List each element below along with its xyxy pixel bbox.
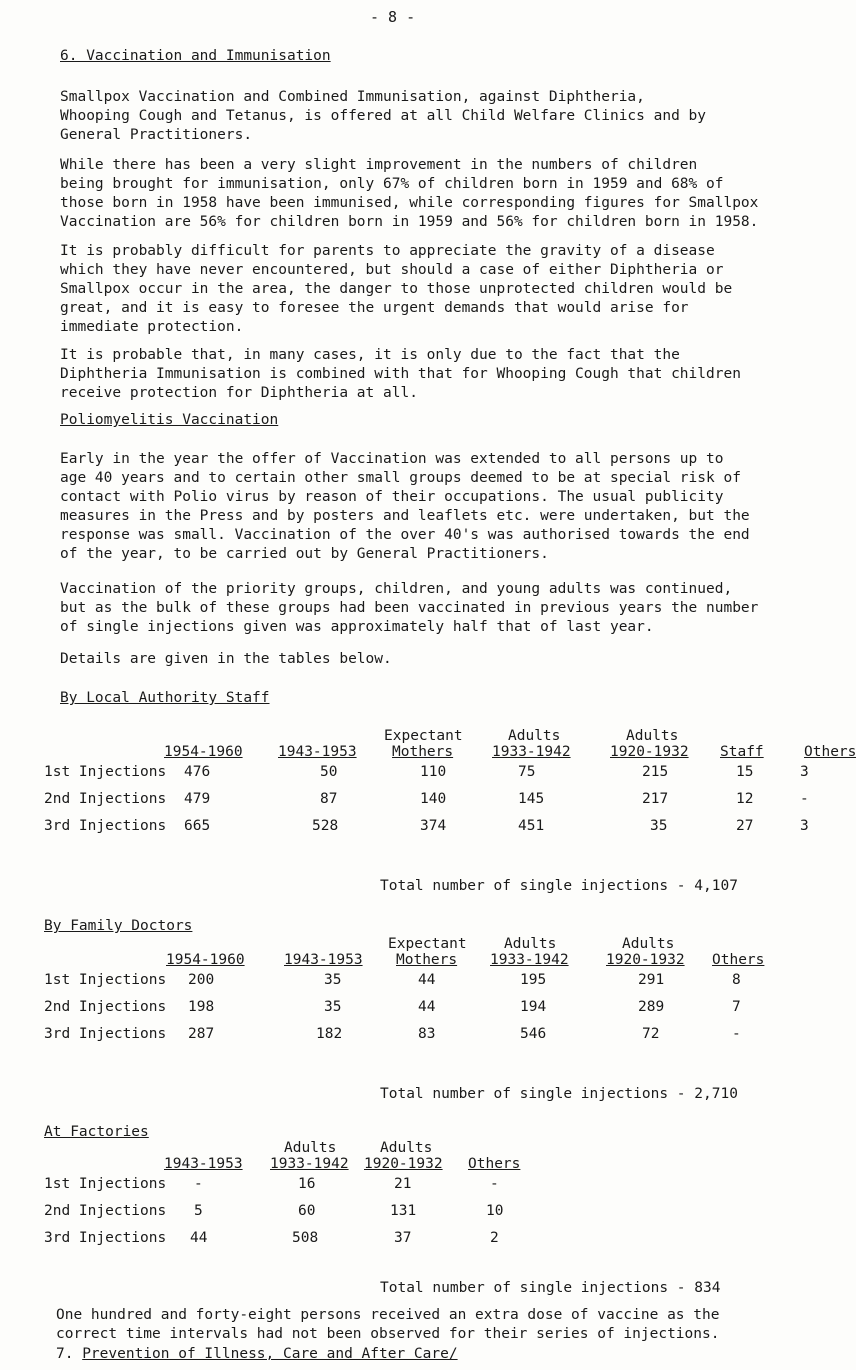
text-line: contact with Polio virus by reason of their occupations. The usual publicity [60, 489, 724, 505]
row-label: 2nd Injections [44, 1203, 167, 1219]
section-6-heading: 6. Vaccination and Immunisation [60, 48, 331, 64]
col-header: 1920-1932 [606, 952, 685, 968]
table-cell: 131 [390, 1203, 417, 1219]
table-cell: 195 [520, 972, 547, 988]
table-cell: 44 [418, 972, 436, 988]
text-line: Smallpox Vaccination and Combined Immunisation, against Diphtheria, [60, 89, 645, 105]
table-cell: 75 [518, 764, 536, 780]
section-7-title: Prevention of Illness, Care and After Care/ [82, 1346, 458, 1362]
closing-paragraph [56, 1306, 776, 1344]
section-6-paragraph-1 [60, 88, 750, 145]
table-cell: 198 [188, 999, 215, 1015]
text-line: receive protection for Diphtheria at all. [60, 385, 418, 401]
text-line: great, and it is easy to foresee the urgent demands that would arise for [60, 300, 689, 316]
text-line: of the year, to be carried out by General Practitioners. [60, 546, 549, 562]
table-cell: 5 [194, 1203, 203, 1219]
table-cell: 451 [518, 818, 545, 834]
table-cell: 3 [800, 764, 809, 780]
table-cell: 2 [490, 1230, 499, 1246]
text-line: Whooping Cough and Tetanus, is offered at all Child Welfare Clinics and by [60, 108, 707, 124]
table-cell: 217 [642, 791, 669, 807]
section-6-paragraph-4 [60, 346, 750, 403]
table-cell: 35 [650, 818, 668, 834]
col-header: 1933-1942 [270, 1156, 349, 1172]
section-6-paragraph-2 [60, 156, 759, 232]
table-cell: 21 [394, 1176, 412, 1192]
text-line: It is probably difficult for parents to appreciate the gravity of a disease [60, 243, 715, 259]
row-label: 2nd Injections [44, 999, 167, 1015]
text-line: age 40 years and to certain other small groups deemed to be at special risk of [60, 470, 741, 486]
row-label: 3rd Injections [44, 1026, 167, 1042]
text-line: being brought for immunisation, only 67% of children born in 1959 and 68% of [60, 176, 724, 192]
col-header: Adults [284, 1140, 337, 1156]
table-row [44, 791, 809, 818]
text-line: but as the bulk of these groups had been vaccinated in previous years the number [60, 600, 759, 616]
family-doctors-total: Total number of single injections - 2,710 [380, 1086, 738, 1102]
section-6-paragraph-3 [60, 242, 750, 337]
row-label: 1st Injections [44, 972, 167, 988]
table-cell: 15 [736, 764, 754, 780]
col-header: 1920-1932 [610, 744, 689, 760]
section-7-number: 7. [56, 1346, 74, 1362]
table-cell: 72 [642, 1026, 660, 1042]
table-cell: 476 [184, 764, 211, 780]
col-header: Mothers [396, 952, 458, 968]
col-header: Others [804, 744, 856, 760]
table-cell: 10 [486, 1203, 504, 1219]
text-line: measures in the Press and by posters and leaflets etc. were undertaken, but the [60, 508, 750, 524]
text-line: While there has been a very slight improvement in the numbers of children [60, 157, 698, 173]
col-header: 1933-1942 [492, 744, 571, 760]
table-row [44, 1026, 774, 1053]
table-cell: 35 [324, 999, 342, 1015]
table-cell: 374 [420, 818, 447, 834]
factories-total: Total number of single injections - 834 [380, 1280, 721, 1296]
table-row [44, 1176, 774, 1203]
text-line: Early in the year the offer of Vaccination was extended to all persons up to [60, 451, 724, 467]
col-header: Others [712, 952, 765, 968]
table-header [44, 728, 856, 764]
table-cell: 665 [184, 818, 211, 834]
text-line: of single injections given was approximately half that of last year. [60, 619, 654, 635]
col-header: 1954-1960 [166, 952, 245, 968]
row-label: 2nd Injections [44, 791, 167, 807]
table-cell: - [194, 1176, 203, 1192]
col-header: 1933-1942 [490, 952, 569, 968]
table-row [44, 972, 774, 999]
table-cell: 287 [188, 1026, 215, 1042]
table-cell: 508 [292, 1230, 319, 1246]
table-cell: 12 [736, 791, 754, 807]
polio-paragraph-3 [60, 650, 750, 669]
table-cell: 7 [732, 999, 741, 1015]
local-authority-heading: By Local Authority Staff [60, 690, 270, 706]
text-line: Vaccination of the priority groups, children, and young adults was continued, [60, 581, 733, 597]
section-7-heading [56, 1346, 458, 1362]
text-line: correct time intervals had not been observed for their series of injections. [56, 1326, 720, 1342]
row-label: 1st Injections [44, 764, 167, 780]
row-label: 3rd Injections [44, 1230, 167, 1246]
col-header: Adults [504, 936, 557, 952]
text-line: which they have never encountered, but should a case of either Diphtheria or [60, 262, 724, 278]
table-cell: 44 [418, 999, 436, 1015]
col-header: Expectant [388, 936, 467, 952]
table-cell: 546 [520, 1026, 547, 1042]
col-header: 1920-1932 [364, 1156, 443, 1172]
table-cell: - [800, 791, 809, 807]
table-cell: 528 [312, 818, 339, 834]
polio-paragraph-1 [60, 450, 750, 564]
table-cell: 145 [518, 791, 545, 807]
text-line: One hundred and forty-eight persons received an extra dose of vaccine as the [56, 1307, 720, 1323]
polio-paragraph-2 [60, 580, 759, 637]
col-header: 1943-1953 [284, 952, 363, 968]
text-line: General Practitioners. [60, 127, 253, 143]
col-header: 1943-1953 [164, 1156, 243, 1172]
table-cell: 110 [420, 764, 447, 780]
text-line: It is probable that, in many cases, it is only due to the fact that the [60, 347, 680, 363]
table-header [44, 1140, 774, 1176]
local-authority-total: Total number of single injections - 4,107 [380, 878, 738, 894]
text-line: Smallpox occur in the area, the danger to those unprotected children would be [60, 281, 733, 297]
table-header [44, 936, 774, 972]
table-row [44, 1203, 774, 1230]
col-header: 1943-1953 [278, 744, 357, 760]
table-cell: 140 [420, 791, 447, 807]
polio-heading: Poliomyelitis Vaccination [60, 412, 279, 428]
col-header: Adults [380, 1140, 433, 1156]
table-row [44, 999, 774, 1026]
col-header: Adults [622, 936, 675, 952]
table-cell: 8 [732, 972, 741, 988]
table-cell: 3 [800, 818, 809, 834]
row-label: 1st Injections [44, 1176, 167, 1192]
text-line: Vaccination are 56% for children born in 1959 and 56% for children born in 1958. [60, 214, 759, 230]
col-header: Adults [626, 728, 679, 744]
table-cell: 291 [638, 972, 665, 988]
table-cell: 87 [320, 791, 338, 807]
table-cell: 479 [184, 791, 211, 807]
table-cell: 50 [320, 764, 338, 780]
factories-heading: At Factories [44, 1124, 149, 1140]
text-line: response was small. Vaccination of the over 40's was authorised towards the end [60, 527, 750, 543]
table-row [44, 818, 809, 845]
page-number: - 8 - [370, 8, 416, 26]
text-line: Details are given in the tables below. [60, 651, 392, 667]
col-header: Expectant [384, 728, 463, 744]
table-cell: 27 [736, 818, 754, 834]
table-cell: 200 [188, 972, 215, 988]
family-doctors-heading: By Family Doctors [44, 918, 193, 934]
row-label: 3rd Injections [44, 818, 167, 834]
col-header: Adults [508, 728, 561, 744]
table-cell: 289 [638, 999, 665, 1015]
table-cell: 37 [394, 1230, 412, 1246]
col-header: Staff [720, 744, 764, 760]
table-cell: 60 [298, 1203, 316, 1219]
text-line: Diphtheria Immunisation is combined with that for Whooping Cough that children [60, 366, 741, 382]
text-line: those born in 1958 have been immunised, while corresponding figures for Smallpox [60, 195, 759, 211]
col-header: Mothers [392, 744, 454, 760]
table-cell: 194 [520, 999, 547, 1015]
col-header: Others [468, 1156, 521, 1172]
table-cell: - [732, 1026, 741, 1042]
table-cell: 83 [418, 1026, 436, 1042]
table-cell: 182 [316, 1026, 343, 1042]
table-cell: 215 [642, 764, 669, 780]
col-header: 1954-1960 [164, 744, 243, 760]
table-cell: - [490, 1176, 499, 1192]
factories-table [44, 1140, 774, 1257]
text-line: immediate protection. [60, 319, 244, 335]
family-doctors-table [44, 936, 774, 1053]
table-cell: 35 [324, 972, 342, 988]
table-cell: 16 [298, 1176, 316, 1192]
table-row [44, 764, 809, 791]
local-authority-table [44, 728, 856, 845]
table-row [44, 1230, 774, 1257]
table-cell: 44 [190, 1230, 208, 1246]
